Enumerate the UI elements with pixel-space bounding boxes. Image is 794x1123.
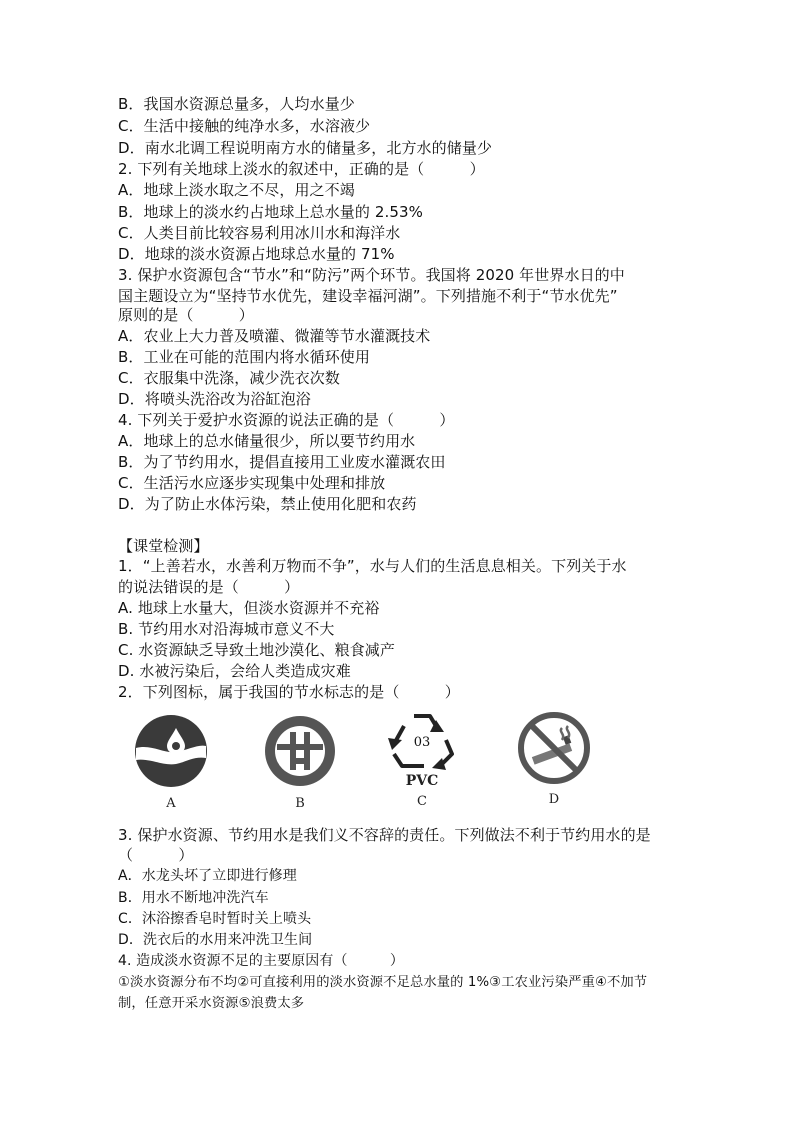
q1-option-b: B．我国水资源总量多，人均水量少 bbox=[118, 95, 355, 113]
check-q1-stem-line1: 1．“上善若水，水善利万物而不争”，水与人们的生活息息相关。下列关于水 bbox=[118, 557, 627, 575]
check-q4-choices-line1: ①淡水资源分布不均②可直接利用的淡水资源不足总水量的 1%③工农业污染严重④不加节 bbox=[118, 975, 648, 990]
q3-stem-line2: 国主题设立为“坚持节水优先，建设幸福河湖”。下列措施不利于“节水优先” bbox=[118, 287, 618, 305]
check-q3-option-d: D．洗衣后的水用来冲洗卫生间 bbox=[118, 932, 313, 948]
q3-option-b: B．工业在可能的范围内将水循环使用 bbox=[118, 348, 370, 366]
check-q1-option-a: A. 地球上水量大，但淡水资源并不充裕 bbox=[118, 599, 380, 617]
icon-c-label: C bbox=[417, 794, 427, 809]
section-heading: 【课堂检测】 bbox=[118, 537, 209, 555]
check-q4-stem: 4. 造成淡水资源不足的主要原因有（ ） bbox=[118, 953, 405, 969]
q1-option-c: C．生活中接触的纯净水多，水溶液少 bbox=[118, 117, 371, 135]
q1-option-d: D．南水北调工程说明南方水的储量多，北方水的储量少 bbox=[118, 139, 493, 157]
q4-option-b: B．为了节约用水，提倡直接用工业废水灌溉农田 bbox=[118, 453, 446, 471]
q3-option-d: D．将喷头洗浴改为浴缸泡浴 bbox=[118, 390, 311, 408]
check-q4-choices-line2: 制，任意开采水资源⑤浪费太多 bbox=[118, 996, 305, 1011]
check-q3-stem-line1: 3. 保护水资源、节约用水是我们义不容辞的责任。下列做法不利于节约用水的是 bbox=[118, 826, 651, 844]
check-q3-option-c: C．沐浴擦香皂时暂时关上喷头 bbox=[118, 911, 312, 927]
q2-stem: 2. 下列有关地球上淡水的叙述中，正确的是（ ） bbox=[118, 160, 485, 178]
check-q1-option-d: D. 水被污染后，会给人类造成灾难 bbox=[118, 662, 351, 680]
icon-a-label: A bbox=[166, 796, 176, 811]
round-emblem-icon bbox=[263, 714, 337, 788]
check-q1-stem-line2: 的说法错误的是（ ） bbox=[118, 578, 300, 596]
no-smoking-icon bbox=[518, 712, 590, 784]
icon-options-row bbox=[0, 710, 794, 815]
recycle-icon bbox=[386, 710, 458, 772]
icon-b-label: B bbox=[295, 796, 305, 811]
q4-option-a: A．地球上的总水储量很少，所以要节约用水 bbox=[118, 432, 416, 450]
q4-option-c: C．生活污水应逐步实现集中处理和排放 bbox=[118, 474, 386, 492]
q4-stem: 4. 下列关于爱护水资源的说法正确的是（ ） bbox=[118, 411, 455, 429]
q2-option-b: B．地球上的淡水约占地球上总水量的 2.53% bbox=[118, 203, 424, 221]
check-q3-option-a: A．水龙头坏了立即进行修理 bbox=[118, 868, 297, 884]
recycle-code-number: 03 bbox=[413, 735, 431, 750]
check-q3-option-b: B．用水不断地冲洗汽车 bbox=[118, 890, 269, 906]
q3-stem-line3: 原则的是（ ） bbox=[118, 306, 254, 324]
q4-option-d: D．为了防止水体污染，禁止使用化肥和农药 bbox=[118, 495, 417, 513]
q2-option-a: A．地球上淡水取之不尽，用之不竭 bbox=[118, 181, 355, 199]
pvc-text: PVC bbox=[405, 773, 439, 789]
water-saving-logo-icon bbox=[134, 714, 208, 788]
check-q2-stem: 2．下列图标，属于我国的节水标志的是（ ） bbox=[118, 683, 460, 701]
check-q1-option-b: B. 节约用水对沿海城市意义不大 bbox=[118, 620, 335, 638]
check-q3-stem-line2: （ ） bbox=[118, 846, 194, 864]
check-q1-option-c: C. 水资源缺乏导致土地沙漠化、粮食减产 bbox=[118, 641, 396, 659]
q3-stem-line1: 3. 保护水资源包含“节水”和“防污”两个环节。我国将 2020 年世界水日的中 bbox=[118, 266, 625, 284]
q2-option-d: D．地球的淡水资源占地球总水量的 71% bbox=[118, 245, 395, 263]
q3-option-c: C．衣服集中洗涤，减少洗衣次数 bbox=[118, 369, 340, 387]
icon-d-label: D bbox=[548, 792, 560, 807]
q3-option-a: A．农业上大力普及喷灌、微灌等节水灌溉技术 bbox=[118, 327, 431, 345]
q2-option-c: C．人类目前比较容易利用冰川水和海洋水 bbox=[118, 224, 401, 242]
